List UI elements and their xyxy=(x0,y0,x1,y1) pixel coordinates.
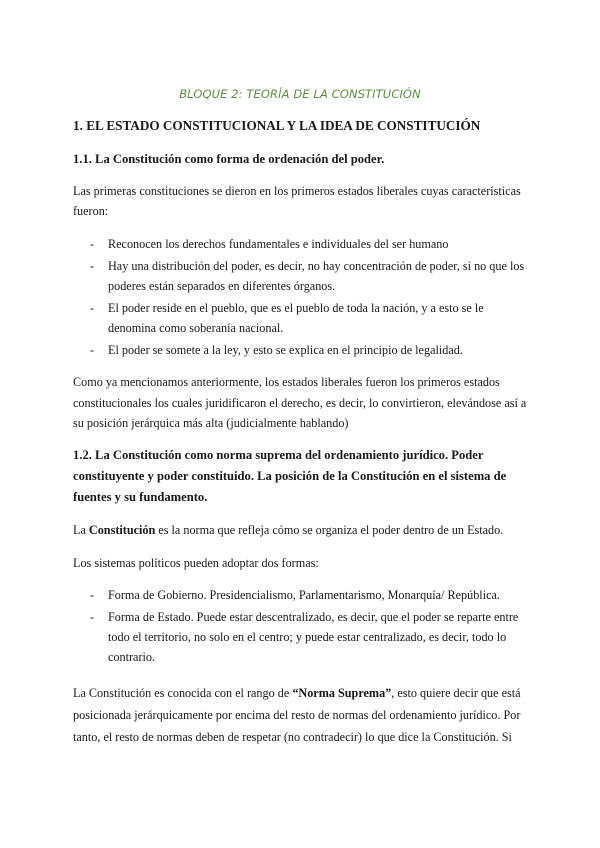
supreme-term: “Norma Suprema” xyxy=(292,686,392,700)
intro-paragraph: Las primeras constituciones se dieron en los primeros estados liberales cuyas características fueron: xyxy=(73,184,521,218)
characteristics-list xyxy=(90,234,530,360)
forms-list xyxy=(90,585,530,668)
definition-text-pre: La xyxy=(73,523,89,537)
list-item: - El poder reside en el pueblo, que es el pueblo de toda la nación, y a esto se le denomina como soberanía nacional. xyxy=(90,298,530,339)
block-title: BLOQUE 2: TEORÍA DE LA CONSTITUCIÓN xyxy=(179,87,421,101)
supreme-text-pre: La Constitución es conocida con el rango de xyxy=(73,686,293,700)
subsection-1-1-heading: 1.1. La Constitución como forma de ordenación del poder. xyxy=(73,152,385,166)
list-item: - El poder se somete a la ley, y esto se explica en el principio de legalidad. xyxy=(90,340,530,360)
supreme-norm-paragraph xyxy=(73,682,533,748)
list-item: - Forma de Estado. Puede estar descentralizado, es decir, que el poder se reparte entre todo el territorio, no solo en el centro; y puede estar centralizado, es decir, todo lo contrario. xyxy=(90,607,530,668)
section-1-heading: 1. EL ESTADO CONSTITUCIONAL Y LA IDEA DE CONSTITUCIÓN xyxy=(73,118,481,133)
definition-text-post: es la norma que refleja cómo se organiza el poder dentro de un Estado. xyxy=(155,523,504,537)
political-systems-paragraph: Los sistemas políticos pueden adoptar dos formas: xyxy=(73,556,319,570)
subsection-1-2-heading: 1.2. La Constitución como norma suprema del ordenamiento jurídico. Poder constituyente y poder constituido. La posición de la Constitución en el sistema de fuentes y su fundamento. xyxy=(73,448,507,504)
list-item: - Reconocen los derechos fundamentales e individuales del ser humano xyxy=(90,234,530,254)
liberal-states-paragraph: Como ya mencionamos anteriormente, los estados liberales fueron los primeros estados constitucionales los cuales juridificaron el derecho, es decir, lo convirtieron, elevándose así a su posición jerárquica más alta (judicialmente hablando) xyxy=(73,375,527,430)
constitution-definition-paragraph xyxy=(73,520,533,540)
supreme-text-post: , esto quiere decir que está posicionada jerárquicamente por encima del resto de normas del ordenamiento jurídico. Por tanto, el resto de normas deben de respetar (no contradecir) lo que dice la Constitución. Si xyxy=(73,686,521,744)
list-item: - Forma de Gobierno. Presidencialismo, Parlamentarismo, Monarquía/ República. xyxy=(90,585,530,605)
definition-term: Constitución xyxy=(88,523,156,537)
list-item: - Hay una distribución del poder, es decir, no hay concentración de poder, si no que los poderes están separados en diferentes órganos. xyxy=(90,256,530,297)
